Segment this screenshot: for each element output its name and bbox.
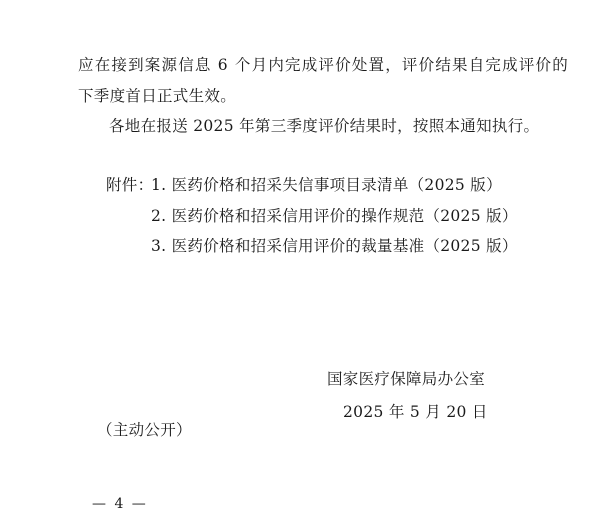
attachment-item-3: 3. 医药价格和招采信用评价的裁量基准（2025 版）: [151, 237, 518, 255]
attachment-item-2: 2. 医药价格和招采信用评价的操作规范（2025 版）: [151, 207, 518, 225]
attachment-item-1: 1. 医药价格和招采失信事项目录清单（2025 版）: [151, 176, 502, 194]
issue-date: 2025 年 5 月 20 日: [343, 403, 488, 421]
paragraph-1-line-1: 应在接到案源信息 6 个月内完成评价处置，评价结果自完成评价的: [78, 56, 569, 74]
attachments-label: 附件：: [106, 176, 154, 194]
paragraph-2: 各地在报送 2025 年第三季度评价结果时，按照本通知执行。: [109, 117, 540, 135]
disclosure-note: （主动公开）: [97, 421, 192, 439]
page-number: — 4 —: [92, 496, 148, 512]
issuer-name: 国家医疗保障局办公室: [327, 370, 486, 388]
paragraph-1-line-2: 下季度首日正式生效。: [78, 87, 237, 105]
